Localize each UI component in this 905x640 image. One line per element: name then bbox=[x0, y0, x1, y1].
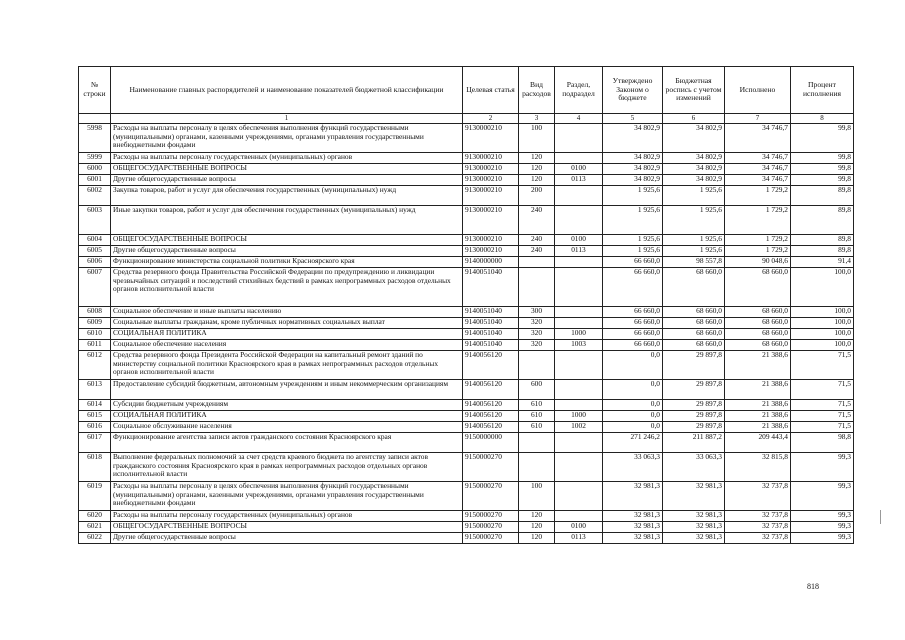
row-executed: 21 388,6 bbox=[725, 400, 791, 411]
row-budget-schedule: 68 660,0 bbox=[663, 307, 725, 318]
table-row bbox=[79, 380, 854, 400]
row-section bbox=[555, 307, 603, 318]
row-executed: 21 388,6 bbox=[725, 351, 791, 380]
row-executed: 68 660,0 bbox=[725, 340, 791, 351]
row-section: 0100 bbox=[555, 235, 603, 246]
row-expense-type: 120 bbox=[519, 153, 555, 164]
row-percent: 99,3 bbox=[791, 453, 854, 482]
row-section: 1003 bbox=[555, 340, 603, 351]
row-executed: 68 660,0 bbox=[725, 268, 791, 307]
row-approved: 34 802,9 bbox=[603, 153, 663, 164]
budget-execution-table bbox=[78, 66, 854, 544]
row-percent: 99,3 bbox=[791, 522, 854, 533]
table-row bbox=[79, 533, 854, 544]
row-executed: 34 746,7 bbox=[725, 153, 791, 164]
row-percent: 100,0 bbox=[791, 307, 854, 318]
row-executed: 32 737,8 bbox=[725, 511, 791, 522]
row-target-article: 9150000270 bbox=[463, 453, 519, 482]
row-percent: 100,0 bbox=[791, 340, 854, 351]
table-row bbox=[79, 340, 854, 351]
row-budget-schedule: 32 981,3 bbox=[663, 511, 725, 522]
column-number: 4 bbox=[555, 114, 603, 124]
row-target-article: 9140051040 bbox=[463, 268, 519, 307]
table-row bbox=[79, 433, 854, 453]
table-row bbox=[79, 318, 854, 329]
row-percent: 71,5 bbox=[791, 411, 854, 422]
row-name: Субсидии бюджетным учреждениям bbox=[111, 400, 463, 411]
header-executed: Исполнено bbox=[725, 67, 791, 114]
row-budget-schedule: 68 660,0 bbox=[663, 268, 725, 307]
column-number: 5 bbox=[603, 114, 663, 124]
table-row bbox=[79, 235, 854, 246]
row-expense-type: 610 bbox=[519, 400, 555, 411]
table-row bbox=[79, 453, 854, 482]
row-name: Функционирование министерства социальной политики Красноярского края bbox=[111, 257, 463, 268]
header-percent: Процент исполнения bbox=[791, 67, 854, 114]
column-number: 6 bbox=[663, 114, 725, 124]
row-number: 6019 bbox=[79, 482, 111, 511]
row-approved: 0,0 bbox=[603, 400, 663, 411]
row-executed: 32 815,8 bbox=[725, 453, 791, 482]
row-target-article: 9140051040 bbox=[463, 329, 519, 340]
row-approved: 66 660,0 bbox=[603, 307, 663, 318]
row-budget-schedule: 32 981,3 bbox=[663, 533, 725, 544]
row-executed: 1 729,2 bbox=[725, 186, 791, 206]
row-name: Другие общегосударственные вопросы bbox=[111, 533, 463, 544]
row-approved: 0,0 bbox=[603, 422, 663, 433]
row-percent: 100,0 bbox=[791, 268, 854, 307]
row-budget-schedule: 34 802,9 bbox=[663, 164, 725, 175]
row-name: Иные закупки товаров, работ и услуг для обеспечения государственных (муниципальных) нужд bbox=[111, 206, 463, 235]
row-expense-type: 100 bbox=[519, 482, 555, 511]
row-name: Выполнение федеральных полномочий за счет средств краевого бюджета по агентству записи актов гражданского состояния Красноярского края в рамках непрограммных расходов отдельных органов исполнительной власти bbox=[111, 453, 463, 482]
row-number: 6013 bbox=[79, 380, 111, 400]
row-percent: 71,5 bbox=[791, 351, 854, 380]
row-name: ОБЩЕГОСУДАРСТВЕННЫЕ ВОПРОСЫ bbox=[111, 164, 463, 175]
row-executed: 209 443,4 bbox=[725, 433, 791, 453]
row-expense-type: 200 bbox=[519, 186, 555, 206]
row-budget-schedule: 68 660,0 bbox=[663, 340, 725, 351]
table-row bbox=[79, 511, 854, 522]
row-number: 6021 bbox=[79, 522, 111, 533]
budget-report-page bbox=[78, 66, 853, 544]
row-approved: 1 925,6 bbox=[603, 246, 663, 257]
row-executed: 68 660,0 bbox=[725, 318, 791, 329]
row-section: 1002 bbox=[555, 422, 603, 433]
table-row bbox=[79, 351, 854, 380]
row-number: 6012 bbox=[79, 351, 111, 380]
row-percent: 89,8 bbox=[791, 206, 854, 235]
header-section: Раздел, подраздел bbox=[555, 67, 603, 114]
row-name: СОЦИАЛЬНАЯ ПОЛИТИКА bbox=[111, 411, 463, 422]
row-percent: 99,8 bbox=[791, 153, 854, 164]
row-approved: 1 925,6 bbox=[603, 206, 663, 235]
row-number: 6010 bbox=[79, 329, 111, 340]
row-number: 6009 bbox=[79, 318, 111, 329]
row-percent: 99,8 bbox=[791, 124, 854, 153]
row-number: 6001 bbox=[79, 175, 111, 186]
row-approved: 0,0 bbox=[603, 411, 663, 422]
row-target-article: 9130000210 bbox=[463, 235, 519, 246]
row-target-article: 9150000000 bbox=[463, 433, 519, 453]
row-number: 6003 bbox=[79, 206, 111, 235]
row-name: Закупка товаров, работ и услуг для обеспечения государственных (муниципальных) нужд bbox=[111, 186, 463, 206]
row-executed: 1 729,2 bbox=[725, 246, 791, 257]
row-expense-type: 610 bbox=[519, 411, 555, 422]
row-executed: 32 737,8 bbox=[725, 482, 791, 511]
row-target-article: 9130000210 bbox=[463, 164, 519, 175]
row-number: 6017 bbox=[79, 433, 111, 453]
table-row bbox=[79, 400, 854, 411]
row-budget-schedule: 1 925,6 bbox=[663, 246, 725, 257]
row-expense-type bbox=[519, 453, 555, 482]
row-section bbox=[555, 257, 603, 268]
row-number: 6004 bbox=[79, 235, 111, 246]
row-number: 6016 bbox=[79, 422, 111, 433]
row-budget-schedule: 34 802,9 bbox=[663, 124, 725, 153]
row-target-article: 9140056120 bbox=[463, 400, 519, 411]
row-executed: 68 660,0 bbox=[725, 329, 791, 340]
header-target-article: Целевая статья bbox=[463, 67, 519, 114]
row-budget-schedule: 1 925,6 bbox=[663, 186, 725, 206]
row-approved: 66 660,0 bbox=[603, 318, 663, 329]
row-name: Расходы на выплаты персоналу в целях обеспечения выполнения функций государственными (муниципальными) органами, казенными учреждениями, органами управления государственными внебюджетными фондами bbox=[111, 124, 463, 153]
table-row bbox=[79, 175, 854, 186]
table-row bbox=[79, 153, 854, 164]
row-executed: 21 388,6 bbox=[725, 411, 791, 422]
row-expense-type: 240 bbox=[519, 235, 555, 246]
table-row bbox=[79, 522, 854, 533]
header-approved: Утверждено Законом о бюджете bbox=[603, 67, 663, 114]
row-target-article: 9140056120 bbox=[463, 422, 519, 433]
column-number: 2 bbox=[463, 114, 519, 124]
row-expense-type: 600 bbox=[519, 380, 555, 400]
row-number: 6006 bbox=[79, 257, 111, 268]
row-number: 6018 bbox=[79, 453, 111, 482]
row-percent: 98,8 bbox=[791, 433, 854, 453]
row-percent: 99,3 bbox=[791, 482, 854, 511]
row-section: 0113 bbox=[555, 175, 603, 186]
column-number: 7 bbox=[725, 114, 791, 124]
row-target-article: 9150000270 bbox=[463, 511, 519, 522]
row-percent: 71,5 bbox=[791, 422, 854, 433]
row-expense-type: 320 bbox=[519, 318, 555, 329]
row-target-article: 9150000270 bbox=[463, 522, 519, 533]
row-name: Функционирование агентства записи актов гражданского состояния Красноярского края bbox=[111, 433, 463, 453]
row-expense-type: 120 bbox=[519, 511, 555, 522]
table-header-row bbox=[79, 67, 854, 114]
table-row bbox=[79, 257, 854, 268]
row-section bbox=[555, 124, 603, 153]
row-approved: 32 981,3 bbox=[603, 482, 663, 511]
row-executed: 21 388,6 bbox=[725, 380, 791, 400]
row-target-article: 9140051040 bbox=[463, 318, 519, 329]
row-name: СОЦИАЛЬНАЯ ПОЛИТИКА bbox=[111, 329, 463, 340]
row-expense-type bbox=[519, 257, 555, 268]
row-executed: 1 729,2 bbox=[725, 235, 791, 246]
row-section bbox=[555, 453, 603, 482]
scan-artifact-line bbox=[880, 510, 881, 524]
row-budget-schedule: 68 660,0 bbox=[663, 318, 725, 329]
row-number: 6002 bbox=[79, 186, 111, 206]
header-name: Наименование главных распорядителей и наименование показателей бюджетной классификации bbox=[111, 67, 463, 114]
row-name: Средства резервного фонда Президента Российской Федерации на капитальный ремонт зданий по министерству социальной политики Красноярского края в рамках непрограммных расходов отдельных органов исполнительной власти bbox=[111, 351, 463, 380]
row-percent: 89,8 bbox=[791, 246, 854, 257]
row-percent: 99,3 bbox=[791, 533, 854, 544]
row-target-article: 9140056120 bbox=[463, 351, 519, 380]
row-percent: 100,0 bbox=[791, 329, 854, 340]
row-budget-schedule: 29 897,8 bbox=[663, 411, 725, 422]
row-budget-schedule: 29 897,8 bbox=[663, 351, 725, 380]
column-number: 1 bbox=[111, 114, 463, 124]
row-executed: 1 729,2 bbox=[725, 206, 791, 235]
row-section: 0113 bbox=[555, 246, 603, 257]
table-row bbox=[79, 411, 854, 422]
row-percent: 71,5 bbox=[791, 400, 854, 411]
row-number: 6011 bbox=[79, 340, 111, 351]
row-name: Расходы на выплаты персоналу государственных (муниципальных) органов bbox=[111, 153, 463, 164]
column-number-row bbox=[79, 114, 854, 124]
column-number bbox=[79, 114, 111, 124]
row-target-article: 9150000270 bbox=[463, 482, 519, 511]
row-name: Средства резервного фонда Правительства Российской Федерации по предупреждению и ликвидации чрезвычайных ситуаций и последствий стихийных бедствий в рамках непрограммных расходов отдельных органов исполнительной власти bbox=[111, 268, 463, 307]
row-executed: 21 388,6 bbox=[725, 422, 791, 433]
table-row bbox=[79, 307, 854, 318]
row-target-article: 9140056120 bbox=[463, 411, 519, 422]
row-expense-type bbox=[519, 268, 555, 307]
table-row bbox=[79, 206, 854, 235]
page-number: 818 bbox=[807, 582, 819, 591]
row-name: ОБЩЕГОСУДАРСТВЕННЫЕ ВОПРОСЫ bbox=[111, 235, 463, 246]
row-target-article: 9140051040 bbox=[463, 307, 519, 318]
row-expense-type: 240 bbox=[519, 206, 555, 235]
row-budget-schedule: 29 897,8 bbox=[663, 380, 725, 400]
row-percent: 100,0 bbox=[791, 318, 854, 329]
table-row bbox=[79, 124, 854, 153]
row-percent: 71,5 bbox=[791, 380, 854, 400]
row-expense-type: 120 bbox=[519, 175, 555, 186]
row-target-article: 9140056120 bbox=[463, 380, 519, 400]
row-target-article: 9140051040 bbox=[463, 340, 519, 351]
row-section bbox=[555, 400, 603, 411]
table-body bbox=[79, 124, 854, 544]
row-target-article: 9130000210 bbox=[463, 186, 519, 206]
row-section: 1000 bbox=[555, 329, 603, 340]
row-expense-type bbox=[519, 433, 555, 453]
row-number: 6005 bbox=[79, 246, 111, 257]
table-row bbox=[79, 246, 854, 257]
row-budget-schedule: 29 897,8 bbox=[663, 422, 725, 433]
row-budget-schedule: 211 887,2 bbox=[663, 433, 725, 453]
row-target-article: 9130000210 bbox=[463, 153, 519, 164]
row-target-article: 9140000000 bbox=[463, 257, 519, 268]
row-executed: 34 746,7 bbox=[725, 175, 791, 186]
row-section: 0113 bbox=[555, 533, 603, 544]
row-section bbox=[555, 318, 603, 329]
row-percent: 99,8 bbox=[791, 164, 854, 175]
row-executed: 68 660,0 bbox=[725, 307, 791, 318]
row-section: 0100 bbox=[555, 164, 603, 175]
row-approved: 0,0 bbox=[603, 380, 663, 400]
table-row bbox=[79, 186, 854, 206]
row-number: 6015 bbox=[79, 411, 111, 422]
row-target-article: 9130000210 bbox=[463, 175, 519, 186]
row-expense-type: 120 bbox=[519, 533, 555, 544]
row-approved: 271 246,2 bbox=[603, 433, 663, 453]
row-approved: 1 925,6 bbox=[603, 186, 663, 206]
row-budget-schedule: 29 897,8 bbox=[663, 400, 725, 411]
row-budget-schedule: 34 802,9 bbox=[663, 175, 725, 186]
row-number: 5998 bbox=[79, 124, 111, 153]
table-row bbox=[79, 164, 854, 175]
row-budget-schedule: 1 925,6 bbox=[663, 235, 725, 246]
row-executed: 32 737,8 bbox=[725, 522, 791, 533]
row-expense-type: 100 bbox=[519, 124, 555, 153]
table-row bbox=[79, 268, 854, 307]
row-percent: 89,8 bbox=[791, 235, 854, 246]
row-number: 5999 bbox=[79, 153, 111, 164]
row-expense-type: 120 bbox=[519, 164, 555, 175]
row-executed: 32 737,8 bbox=[725, 533, 791, 544]
row-number: 6014 bbox=[79, 400, 111, 411]
row-approved: 66 660,0 bbox=[603, 329, 663, 340]
row-budget-schedule: 68 660,0 bbox=[663, 329, 725, 340]
row-section bbox=[555, 153, 603, 164]
row-section bbox=[555, 511, 603, 522]
row-target-article: 9130000210 bbox=[463, 206, 519, 235]
row-name: Социальное обеспечение и иные выплаты населению bbox=[111, 307, 463, 318]
row-executed: 90 048,6 bbox=[725, 257, 791, 268]
row-name: Другие общегосударственные вопросы bbox=[111, 175, 463, 186]
column-number: 8 bbox=[791, 114, 854, 124]
row-expense-type: 610 bbox=[519, 422, 555, 433]
row-executed: 34 746,7 bbox=[725, 164, 791, 175]
row-section bbox=[555, 351, 603, 380]
row-name: Предоставление субсидий бюджетным, автономным учреждениям и иным некоммерческим организациям bbox=[111, 380, 463, 400]
row-name: Расходы на выплаты персоналу государственных (муниципальных) органов bbox=[111, 511, 463, 522]
row-expense-type: 320 bbox=[519, 329, 555, 340]
row-section: 0100 bbox=[555, 522, 603, 533]
row-expense-type bbox=[519, 351, 555, 380]
row-executed: 34 746,7 bbox=[725, 124, 791, 153]
column-number: 3 bbox=[519, 114, 555, 124]
row-name: Расходы на выплаты персоналу в целях обеспечения выполнения функций государственными (муниципальными) органами, казенными учреждениями, органами управления государственными внебюджетными фондами bbox=[111, 482, 463, 511]
row-section bbox=[555, 206, 603, 235]
row-expense-type: 320 bbox=[519, 340, 555, 351]
table-row bbox=[79, 482, 854, 511]
row-budget-schedule: 32 981,3 bbox=[663, 522, 725, 533]
row-approved: 32 981,3 bbox=[603, 522, 663, 533]
row-approved: 34 802,9 bbox=[603, 124, 663, 153]
row-approved: 32 981,3 bbox=[603, 511, 663, 522]
row-approved: 1 925,6 bbox=[603, 235, 663, 246]
row-percent: 89,8 bbox=[791, 186, 854, 206]
row-approved: 32 981,3 bbox=[603, 533, 663, 544]
row-section: 1000 bbox=[555, 411, 603, 422]
row-number: 6008 bbox=[79, 307, 111, 318]
row-approved: 33 063,3 bbox=[603, 453, 663, 482]
header-row-number: № строки bbox=[79, 67, 111, 114]
row-number: 6007 bbox=[79, 268, 111, 307]
row-percent: 91,4 bbox=[791, 257, 854, 268]
table-row bbox=[79, 422, 854, 433]
table-row bbox=[79, 329, 854, 340]
row-approved: 66 660,0 bbox=[603, 340, 663, 351]
row-name: Другие общегосударственные вопросы bbox=[111, 246, 463, 257]
row-budget-schedule: 33 063,3 bbox=[663, 453, 725, 482]
row-expense-type: 240 bbox=[519, 246, 555, 257]
row-name: Социальное обеспечение населения bbox=[111, 340, 463, 351]
row-target-article: 9150000270 bbox=[463, 533, 519, 544]
row-expense-type: 120 bbox=[519, 522, 555, 533]
header-budget-schedule: Бюджетная роспись с учетом изменений bbox=[663, 67, 725, 114]
row-percent: 99,3 bbox=[791, 511, 854, 522]
row-budget-schedule: 98 557,8 bbox=[663, 257, 725, 268]
row-section bbox=[555, 186, 603, 206]
row-budget-schedule: 34 802,9 bbox=[663, 153, 725, 164]
row-approved: 34 802,9 bbox=[603, 164, 663, 175]
row-percent: 99,8 bbox=[791, 175, 854, 186]
row-approved: 34 802,9 bbox=[603, 175, 663, 186]
row-expense-type: 300 bbox=[519, 307, 555, 318]
header-expense-type: Вид расходов bbox=[519, 67, 555, 114]
row-number: 6022 bbox=[79, 533, 111, 544]
row-target-article: 9130000210 bbox=[463, 124, 519, 153]
row-budget-schedule: 1 925,6 bbox=[663, 206, 725, 235]
row-approved: 0,0 bbox=[603, 351, 663, 380]
row-name: Социальные выплаты гражданам, кроме публичных нормативных социальных выплат bbox=[111, 318, 463, 329]
row-section bbox=[555, 433, 603, 453]
row-name: ОБЩЕГОСУДАРСТВЕННЫЕ ВОПРОСЫ bbox=[111, 522, 463, 533]
row-section bbox=[555, 380, 603, 400]
row-name: Социальное обслуживание населения bbox=[111, 422, 463, 433]
row-approved: 66 660,0 bbox=[603, 257, 663, 268]
row-section bbox=[555, 268, 603, 307]
row-number: 6020 bbox=[79, 511, 111, 522]
row-target-article: 9130000210 bbox=[463, 246, 519, 257]
row-number: 6000 bbox=[79, 164, 111, 175]
row-approved: 66 660,0 bbox=[603, 268, 663, 307]
row-budget-schedule: 32 981,3 bbox=[663, 482, 725, 511]
row-section bbox=[555, 482, 603, 511]
